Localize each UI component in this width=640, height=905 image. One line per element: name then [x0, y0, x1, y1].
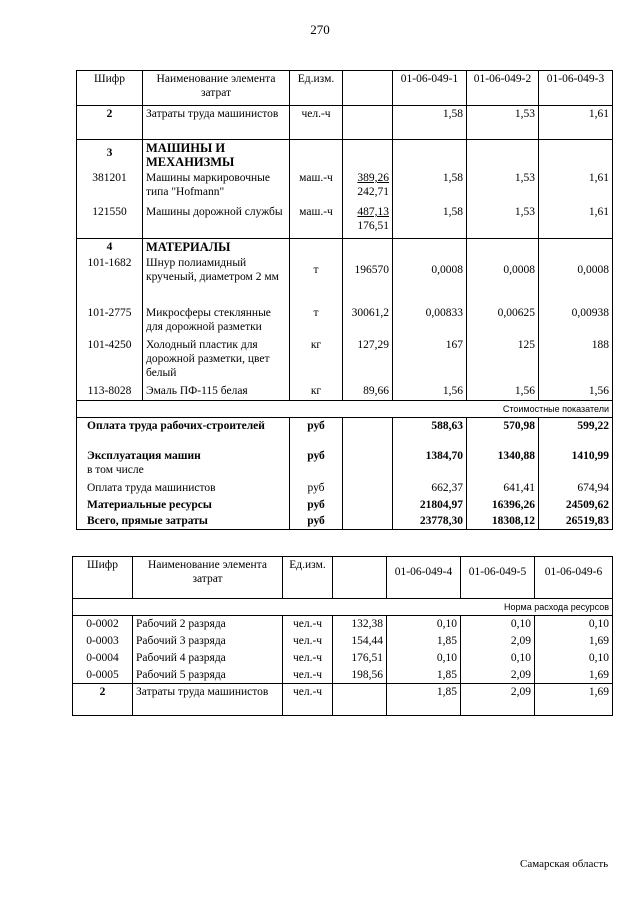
row-name: Рабочий 4 разряда — [133, 650, 283, 667]
cost-value-1: 662,37 — [393, 480, 467, 497]
page-number: 270 — [310, 22, 330, 37]
row-value-2: 1,53 — [467, 106, 539, 140]
row-code: 0-0005 — [73, 667, 133, 684]
row-name: Затраты труда машинистов — [143, 106, 290, 140]
cost-value-2: 16396,26 — [467, 497, 539, 513]
row-value-1: 1,85 — [387, 684, 461, 716]
cost-value-3: 1410,99 — [539, 448, 613, 480]
row-value-2: 1,56 — [467, 383, 539, 401]
row-code: 121550 — [77, 204, 143, 238]
cost-row — [77, 513, 613, 530]
table-row — [73, 616, 613, 633]
row-value-3: 1,61 — [539, 106, 613, 140]
row-value-2: 1,53 — [467, 170, 539, 204]
row-value-3: 188 — [539, 337, 613, 383]
row-code: 0-0004 — [73, 650, 133, 667]
col-header-norm3: 01-06-049-3 — [539, 71, 613, 106]
row-price: 154,44 — [333, 633, 387, 650]
norm-caption: Норма расхода ресурсов — [73, 599, 613, 616]
table-row — [73, 650, 613, 667]
row-price-secondary: 176,51 — [357, 220, 389, 232]
cost-name: Эксплуатация машин — [87, 449, 201, 462]
row-value-1: 0,0008 — [393, 255, 467, 305]
resource-table-2 — [72, 556, 613, 716]
table-row — [77, 255, 613, 305]
table-row — [73, 633, 613, 650]
section-code: 3 — [77, 140, 143, 171]
col-header-name: Наименование элемента затрат — [133, 557, 283, 599]
col-header-price — [343, 71, 393, 106]
row-name: Эмаль ПФ-115 белая — [143, 383, 290, 401]
row-value-1: 1,56 — [393, 383, 467, 401]
row-name: Рабочий 3 разряда — [133, 633, 283, 650]
row-code: 2 — [77, 106, 143, 140]
row-value-3: 1,61 — [539, 204, 613, 238]
row-code: 0-0002 — [73, 616, 133, 633]
cost-value-3: 24509,62 — [539, 497, 613, 513]
row-name: Микросферы стеклянные для дорожной разметки — [143, 305, 290, 337]
section-title: МАТЕРИАЛЫ — [143, 238, 290, 255]
row-value-1: 0,10 — [387, 650, 461, 667]
table-row — [77, 305, 613, 337]
row-code: 101-4250 — [77, 337, 143, 383]
table-row — [77, 337, 613, 383]
row-value-3: 1,69 — [535, 633, 613, 650]
row-value-3: 0,10 — [535, 650, 613, 667]
row-price-secondary: 242,71 — [357, 186, 389, 198]
cost-value-1: 588,63 — [393, 418, 467, 448]
row-value-3: 0,00938 — [539, 305, 613, 337]
col-header-price — [333, 557, 387, 599]
section-title: МАШИНЫ И МЕХАНИЗМЫ — [143, 140, 290, 171]
cost-value-2: 641,41 — [467, 480, 539, 497]
row-price: 132,38 — [333, 616, 387, 633]
row-name: Машины дорожной службы — [143, 204, 290, 238]
cost-unit: руб — [290, 497, 343, 513]
row-code: 113-8028 — [77, 383, 143, 401]
row-value-2: 0,10 — [461, 650, 535, 667]
row-unit: чел.-ч — [283, 667, 333, 684]
cost-name: Оплата труда рабочих-строителей — [77, 418, 290, 448]
row-unit: кг — [290, 383, 343, 401]
section-code: 4 — [77, 238, 143, 255]
section-header-machines — [77, 140, 613, 171]
table-row — [73, 667, 613, 684]
row-unit: чел.-ч — [283, 650, 333, 667]
col-header-norm5: 01-06-049-5 — [461, 557, 535, 599]
row-name: Затраты труда машинистов — [133, 684, 283, 716]
col-header-unit: Ед.изм. — [283, 557, 333, 599]
row-value-1: 1,58 — [393, 106, 467, 140]
cost-name: Материальные ресурсы — [77, 497, 290, 513]
row-value-1: 1,85 — [387, 667, 461, 684]
row-unit: чел.-ч — [283, 684, 333, 716]
row-unit: чел.-ч — [290, 106, 343, 140]
col-header-code: Шифр — [77, 71, 143, 106]
row-unit: чел.-ч — [283, 633, 333, 650]
cost-name: Оплата труда машинистов — [77, 480, 290, 497]
cost-indicators-caption: Стоимостные показатели — [77, 401, 613, 418]
row-value-1: 0,10 — [387, 616, 461, 633]
table-row — [77, 383, 613, 401]
caption-row — [77, 401, 613, 418]
resource-table-1 — [76, 70, 613, 530]
row-unit: т — [290, 305, 343, 337]
cost-unit: руб — [290, 480, 343, 497]
row-value-3: 1,69 — [535, 684, 613, 716]
col-header-name: Наименование элемента затрат — [143, 71, 290, 106]
row-value-1: 0,00833 — [393, 305, 467, 337]
cost-value-1: 23778,30 — [393, 513, 467, 530]
cost-unit: руб — [290, 418, 343, 448]
cost-unit: руб — [290, 448, 343, 480]
row-price: 389,26 — [357, 172, 389, 184]
row-name: Шнур полиамидный крученый, диаметром 2 мм — [143, 255, 290, 305]
row-name: Холодный пластик для дорожной разметки, цвет белый — [143, 337, 290, 383]
row-value-3: 1,69 — [535, 667, 613, 684]
row-value-1: 1,58 — [393, 204, 467, 238]
cost-value-3: 599,22 — [539, 418, 613, 448]
row-value-1: 167 — [393, 337, 467, 383]
row-value-2: 0,00625 — [467, 305, 539, 337]
table-row — [77, 204, 613, 238]
row-price: 198,56 — [333, 667, 387, 684]
row-name: Рабочий 2 разряда — [133, 616, 283, 633]
row-unit: т — [290, 255, 343, 305]
cost-unit: руб — [290, 513, 343, 530]
cost-value-3: 674,94 — [539, 480, 613, 497]
col-header-unit: Ед.изм. — [290, 71, 343, 106]
table-row — [77, 106, 613, 140]
row-value-1: 1,58 — [393, 170, 467, 204]
row-value-2: 1,53 — [467, 204, 539, 238]
row-name: Рабочий 5 разряда — [133, 667, 283, 684]
row-value-2: 2,09 — [461, 684, 535, 716]
row-value-1: 1,85 — [387, 633, 461, 650]
cost-value-2: 18308,12 — [467, 513, 539, 530]
row-unit: кг — [290, 337, 343, 383]
row-code: 0-0003 — [73, 633, 133, 650]
cost-value-1: 21804,97 — [393, 497, 467, 513]
cost-row — [77, 448, 613, 480]
table2-header — [73, 557, 613, 599]
row-price: 196570 — [343, 255, 393, 305]
row-code: 101-1682 — [77, 255, 143, 305]
row-unit: маш.-ч — [290, 170, 343, 204]
row-price: 127,29 — [343, 337, 393, 383]
row-unit: чел.-ч — [283, 616, 333, 633]
row-value-3: 0,10 — [535, 616, 613, 633]
row-value-2: 0,10 — [461, 616, 535, 633]
col-header-norm1: 01-06-049-1 — [393, 71, 467, 106]
row-unit: маш.-ч — [290, 204, 343, 238]
row-value-2: 2,09 — [461, 667, 535, 684]
cost-row — [77, 418, 613, 448]
table-row — [77, 170, 613, 204]
col-header-code: Шифр — [73, 557, 133, 599]
row-value-3: 1,61 — [539, 170, 613, 204]
cost-name: Всего, прямые затраты — [77, 513, 290, 530]
row-price: 487,13 — [357, 206, 389, 218]
col-header-norm2: 01-06-049-2 — [467, 71, 539, 106]
row-value-3: 1,56 — [539, 383, 613, 401]
row-code: 381201 — [77, 170, 143, 204]
cost-row — [77, 497, 613, 513]
row-price: 30061,2 — [343, 305, 393, 337]
row-value-2: 0,0008 — [467, 255, 539, 305]
row-price: 89,66 — [343, 383, 393, 401]
section-header-materials — [77, 238, 613, 255]
cost-row — [77, 480, 613, 497]
cost-value-2: 1340,88 — [467, 448, 539, 480]
col-header-norm6: 01-06-049-6 — [535, 557, 613, 599]
region-footer: Самарская область — [520, 858, 609, 870]
cost-value-1: 1384,70 — [393, 448, 467, 480]
row-code: 2 — [73, 684, 133, 716]
table-row — [73, 684, 613, 716]
row-value-2: 125 — [467, 337, 539, 383]
row-price: 176,51 — [333, 650, 387, 667]
row-value-3: 0,0008 — [539, 255, 613, 305]
caption-row — [73, 599, 613, 616]
row-value-2: 2,09 — [461, 633, 535, 650]
cost-sub: в том числе — [87, 463, 144, 476]
row-code: 101-2775 — [77, 305, 143, 337]
col-header-norm4: 01-06-049-4 — [387, 557, 461, 599]
cost-value-2: 570,98 — [467, 418, 539, 448]
table1-header — [77, 71, 613, 106]
cost-value-3: 26519,83 — [539, 513, 613, 530]
row-name: Машины маркировочные типа "Hofmann" — [143, 170, 290, 204]
